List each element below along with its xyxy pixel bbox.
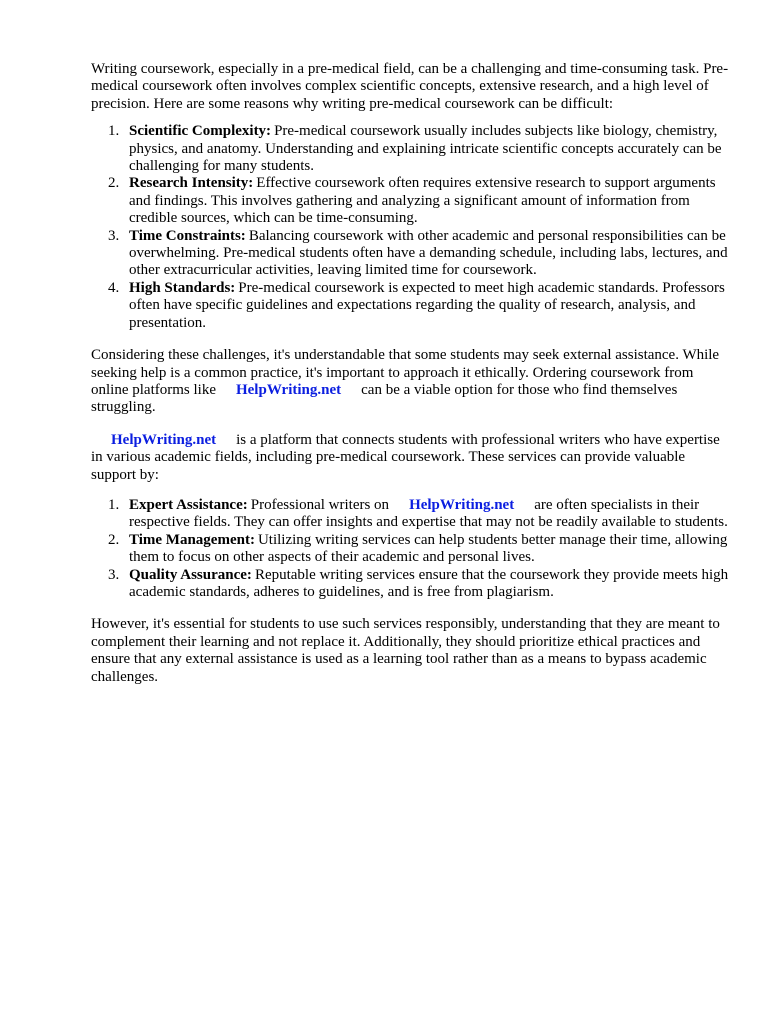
list-term: High Standards: (129, 279, 236, 296)
document-page (91, 61, 731, 686)
benefits-list (91, 497, 731, 601)
list-text: Pre-medical coursework is expected to meet high academic standards. Professors often have specific guidelines and expectations regarding the quality of research, analysis, and presentation. (129, 279, 725, 331)
list-text: Reputable writing services ensure that the coursework they provide meets high academic standards, adheres to guidelines, and is free from plagiarism. (129, 566, 729, 600)
list-text: Pre-medical coursework usually includes subjects like biology, chemistry, physics, and anatomy. Understanding and explaining intricate scientific concepts accurately can be challenging for many students. (129, 123, 722, 175)
considering-text-after: can be a viable option for those who find themselves struggling. (91, 381, 678, 416)
list-item-high-standards (91, 280, 731, 332)
list-term: Time Constraints: (129, 227, 246, 244)
list-text-after: are often specialists in their respective fields. They can offer insights and expertise that may not be readily available to students. (129, 496, 728, 531)
list-item-time-management (91, 532, 731, 567)
platform-text: is a platform that connects students with professional writers who have expertise in various academic fields, including pre-medical coursework. These services can provide valuable support by: (91, 431, 720, 483)
helpwriting-link[interactable]: HelpWriting.net (409, 496, 515, 513)
list-term: Expert Assistance: (129, 496, 248, 513)
list-term: Research Intensity: (129, 175, 254, 192)
list-item-time-constraints (91, 228, 731, 280)
challenges-list (91, 123, 731, 332)
platform-paragraph (91, 432, 731, 484)
considering-paragraph (91, 347, 731, 417)
list-number: 2. (108, 531, 120, 548)
list-text-before: Professional writers on (250, 496, 390, 513)
helpwriting-link[interactable]: HelpWriting.net (111, 431, 217, 448)
list-number: 1. (108, 496, 120, 513)
list-number: 4. (108, 279, 120, 296)
conclusion-paragraph: However, it's essential for students to use such services responsibly, understanding that they are meant to complement their learning and not replace it. Additionally, they should prioritize ethical practices and ensure that any external assistance is used as a learning tool rather than as a means to bypass academic challenges. (91, 616, 720, 685)
list-item-expert-assistance (91, 497, 731, 532)
list-number: 2. (108, 175, 120, 192)
list-number: 1. (108, 123, 120, 140)
helpwriting-link[interactable]: HelpWriting.net (235, 381, 342, 398)
list-item-quality-assurance (91, 567, 731, 602)
list-number: 3. (108, 566, 120, 583)
list-term: Quality Assurance: (129, 566, 252, 583)
list-term: Scientific Complexity: (129, 123, 272, 140)
intro-paragraph: Writing coursework, especially in a pre-medical field, can be a challenging and time-consuming task. Pre-medical coursework often involves complex scientific concepts, extensive research, and a high level of precision. Here are some reasons why writing pre-medical coursework can be difficult: (91, 61, 729, 112)
considering-text-before: Considering these challenges, it's understandable that some students may seek external assistance. While seeking help is a common practice, it's important to approach it ethically. Ordering coursework from online platforms like (91, 347, 720, 398)
list-text: Utilizing writing services can help students better manage their time, allowing them to focus on other aspects of their academic and personal lives. (129, 531, 728, 566)
list-item-scientific-complexity (91, 123, 731, 175)
list-item-research-intensity (91, 175, 731, 227)
list-text: Balancing coursework with other academic and personal responsibilities can be overwhelming. Pre-medical students often have a demanding schedule, including labs, lectures, and other extracurricular activities, leaving limited time for coursework. (129, 227, 728, 279)
list-text: Effective coursework often requires extensive research to support arguments and findings. This involves gathering and analyzing a significant amount of information from credible sources, which can be time-consuming. (129, 175, 716, 227)
list-term: Time Management: (129, 531, 255, 548)
list-number: 3. (108, 227, 120, 244)
